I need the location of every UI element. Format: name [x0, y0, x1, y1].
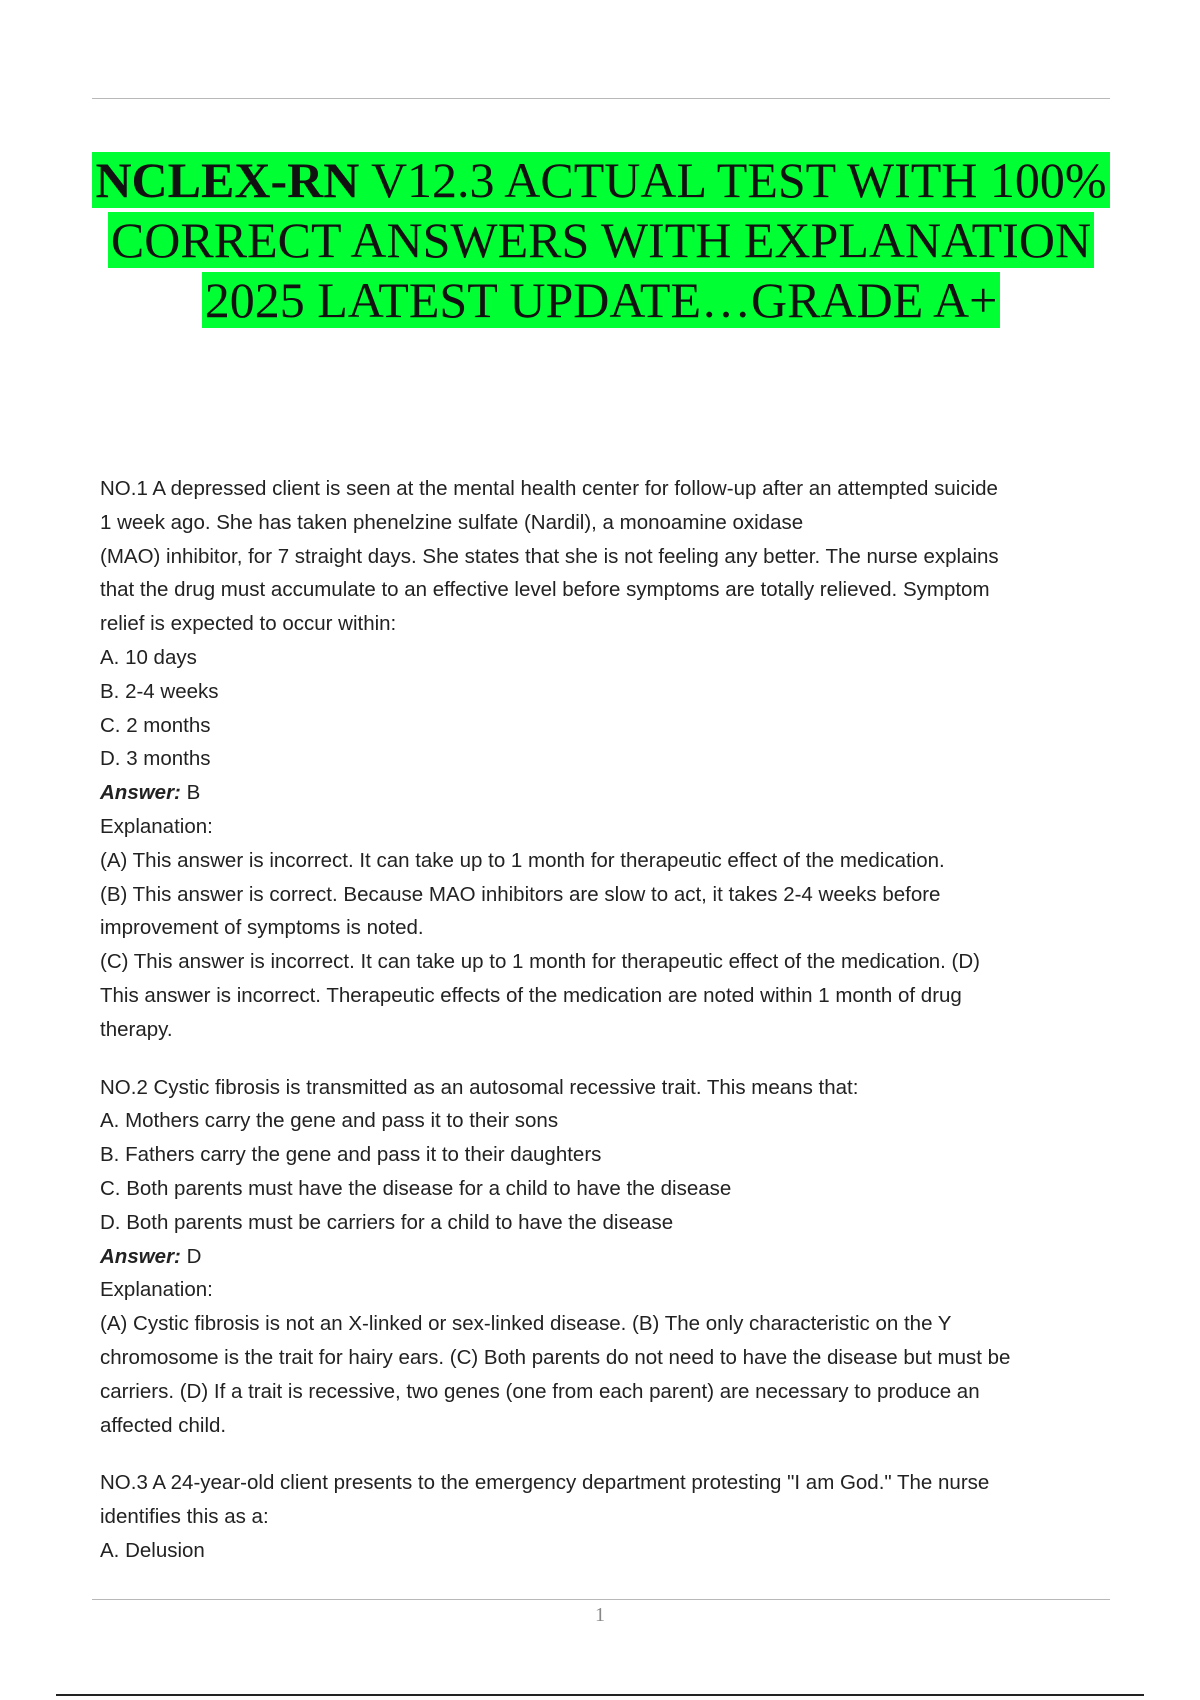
answer-option: D. Both parents must be carriers for a child to have the disease	[100, 1210, 674, 1234]
title-line-3: 2025 LATEST UPDATE…GRADE A+	[202, 272, 1001, 328]
question-text: NO.1 A depressed client is seen at the mental health center for follow-up after an attempted suicide	[100, 477, 998, 500]
explanation-text: (C) This answer is incorrect. It can take up to 1 month for therapeutic effect of the medication. (D)	[100, 950, 980, 974]
title-line-1: NCLEX-RN V12.3 ACTUAL TEST WITH 100%	[92, 152, 1109, 208]
answer-line	[100, 1240, 1100, 1274]
question-2	[100, 1071, 1100, 1443]
explanation-text: (A) This answer is incorrect. It can take up to 1 month for therapeutic effect of the medication.	[100, 848, 945, 872]
title-line-2: CORRECT ANSWERS WITH EXPLANATION	[108, 212, 1094, 268]
explanation-text: improvement of symptoms is noted.	[100, 916, 424, 940]
document-title	[92, 150, 1110, 330]
answer-option: B. Fathers carry the gene and pass it to their daughters	[100, 1143, 602, 1167]
question-text: (MAO) inhibitor, for 7 straight days. She states that she is not feeling any better. The nurse explains	[100, 544, 999, 568]
answer-option: A. 10 days	[100, 645, 197, 669]
explanation-label: Explanation:	[100, 1278, 213, 1302]
explanation-label: Explanation:	[100, 814, 213, 838]
question-3	[100, 1466, 1100, 1567]
answer-value: B	[180, 781, 201, 805]
document-body	[100, 472, 1100, 1568]
question-text: that the drug must accumulate to an effective level before symptoms are totally relieved. Symptom	[100, 578, 990, 602]
explanation-text: therapy.	[100, 1017, 173, 1041]
explanation-text: affected child.	[100, 1413, 227, 1437]
question-1	[100, 472, 1100, 1047]
answer-option: C. Both parents must have the disease for a child to have the disease	[100, 1176, 732, 1200]
section-spacer	[100, 1442, 1100, 1466]
question-text: NO.2 Cystic fibrosis is transmitted as an autosomal recessive trait. This means that:	[100, 1075, 859, 1099]
explanation-text: carriers. (D) If a trait is recessive, two genes (one from each parent) are necessary to produce an	[100, 1379, 980, 1403]
page-bottom-edge	[56, 1694, 1144, 1696]
explanation-text: (A) Cystic fibrosis is not an X-linked or sex-linked disease. (B) The only characteristic on the Y	[100, 1312, 952, 1336]
answer-option: D. 3 months	[100, 747, 211, 771]
answer-label: Answer:	[100, 781, 181, 805]
explanation-text: chromosome is the trait for hairy ears. (C) Both parents do not need to have the disease but must be	[100, 1345, 1011, 1369]
question-text: NO.3 A 24-year-old client presents to the emergency department protesting "I am God." The nurse	[100, 1471, 990, 1495]
answer-line	[100, 776, 1100, 810]
answer-value: D	[180, 1244, 202, 1268]
question-text: 1 week ago. She has taken phenelzine sulfate (Nardil), a monoamine oxidase	[100, 510, 804, 534]
page-number: 1	[595, 1604, 605, 1626]
answer-option: A. Mothers carry the gene and pass it to their sons	[100, 1109, 559, 1133]
answer-option: B. 2-4 weeks	[100, 679, 219, 703]
footer-rule	[92, 1599, 1110, 1600]
header-rule	[92, 98, 1110, 99]
section-spacer	[100, 1047, 1100, 1071]
answer-label: Answer:	[100, 1244, 181, 1268]
explanation-text: (B) This answer is correct. Because MAO inhibitors are slow to act, it takes 2-4 weeks before	[100, 882, 941, 906]
explanation-text: This answer is incorrect. Therapeutic effects of the medication are noted within 1 month of drug	[100, 983, 962, 1007]
question-text: relief is expected to occur within:	[100, 612, 397, 636]
answer-option: C. 2 months	[100, 713, 211, 737]
answer-option: A. Delusion	[100, 1538, 205, 1562]
question-text: identifies this as a:	[100, 1505, 269, 1529]
